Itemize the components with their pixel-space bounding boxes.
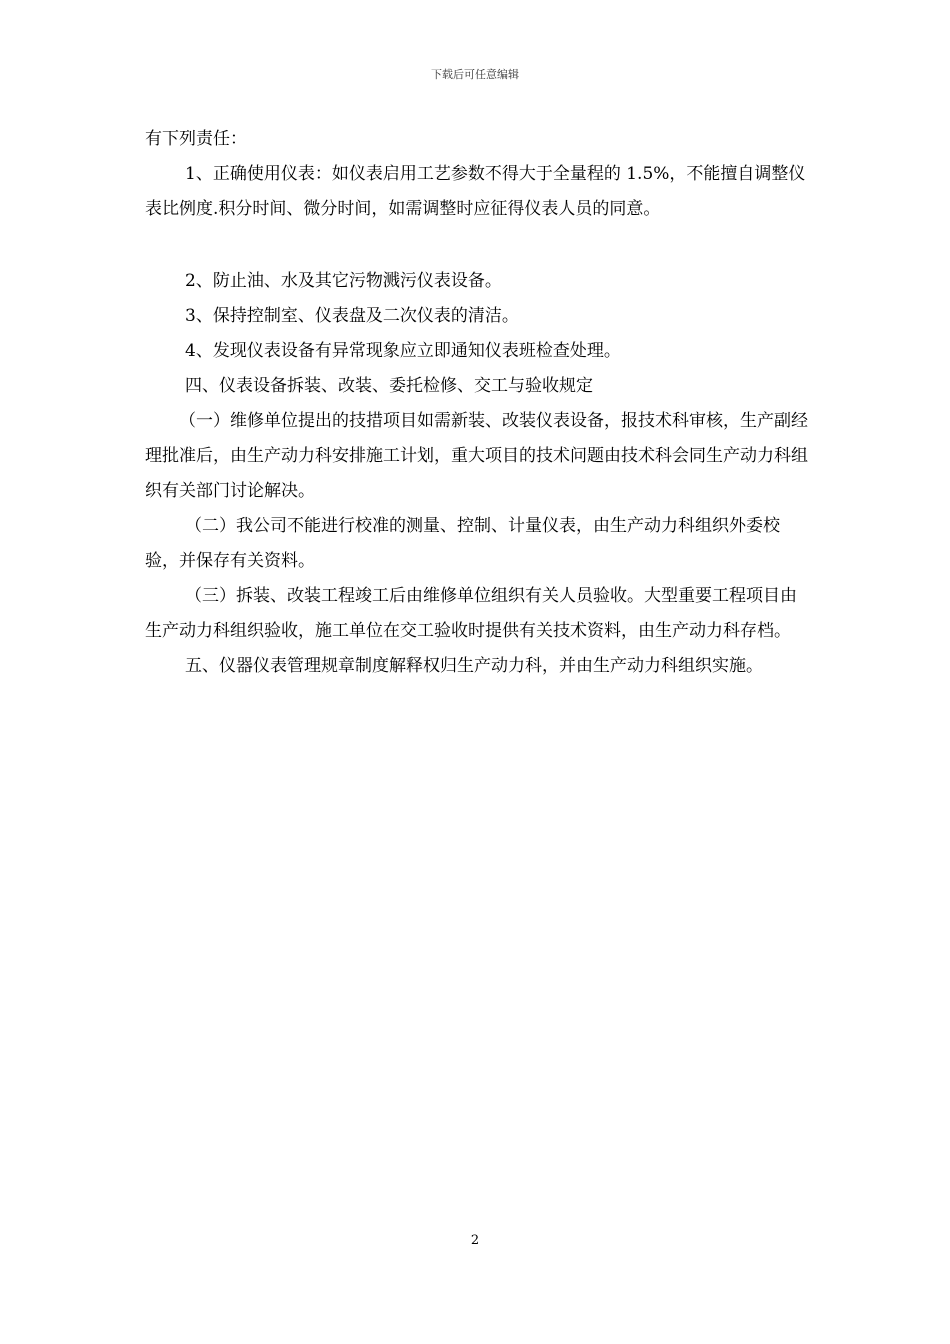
- paragraph-intro: 有下列责任：: [145, 129, 247, 149]
- paragraph-sub-3: （三）拆装、改装工程竣工后由维修单位组织有关人员验收。大型重要工程项目由生产动力科组织验收，施工单位在交工验收时提供有关技术资料，由生产动力科存档。: [145, 586, 797, 641]
- paragraph-item-3: 3、保持控制室、仪表盘及二次仪表的清洁。: [185, 306, 519, 326]
- document-body: [145, 122, 810, 684]
- section-heading-4: 四、仪表设备拆装、改装、委托检修、交工与验收规定: [185, 376, 593, 396]
- paragraph-sub-1: （一）维修单位提出的技措项目如需新装、改装仪表设备，报技术科审核，生产副经理批准后，由生产动力科安排施工计划，重大项目的技术问题由技术科会同生产动力科组织有关部门讨论解决。: [145, 411, 808, 501]
- paragraph-item-4: 4、发现仪表设备有异常现象应立即通知仪表班检查处理。: [185, 341, 621, 361]
- header-note: 下载后可任意编辑: [431, 68, 519, 81]
- paragraph-item-2: 2、防止油、水及其它污物溅污仪表设备。: [185, 271, 502, 291]
- section-heading-5: 五、仪器仪表管理规章制度解释权归生产动力科，并由生产动力科组织实施。: [185, 656, 763, 676]
- paragraph-sub-2: （二）我公司不能进行校准的测量、控制、计量仪表，由生产动力科组织外委校验，并保存有关资料。: [145, 516, 780, 571]
- page-number: 2: [470, 1233, 480, 1248]
- paragraph-spacer: [145, 227, 810, 264]
- paragraph-item-1: 1、正确使用仪表：如仪表启用工艺参数不得大于全量程的 1.5%，不能擅自调整仪表比例度.积分时间、微分时间，如需调整时应征得仪表人员的同意。: [145, 164, 806, 219]
